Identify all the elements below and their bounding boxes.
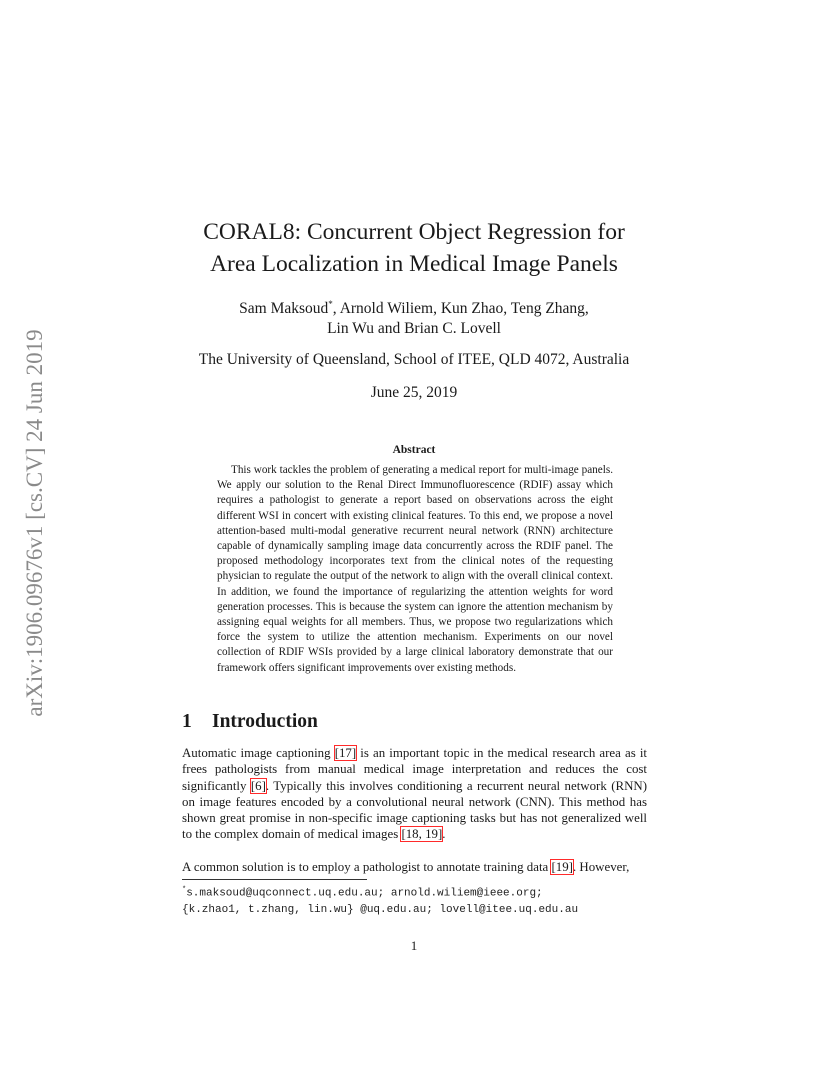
citation-link-17[interactable]: [17] [334, 746, 357, 760]
abstract-heading: Abstract [392, 444, 436, 456]
citation-link-18-19[interactable]: [18, 19] [401, 827, 443, 842]
affiliation: The University of Queensland, School of ITEE, QLD 4072, Australia [198, 351, 630, 368]
email-list-1: s.maksoud@uqconnect.uq.edu.au; arnold.wiliem@ieee.org; [186, 887, 543, 900]
citation-link-19[interactable]: [19] [551, 860, 573, 874]
title-line-1: CORAL8: Concurrent Object Regression for [203, 219, 625, 245]
author-line-2: Lin Wu and Brian C. Lovell [327, 320, 501, 338]
text-run: . However, [572, 860, 630, 874]
footnote-emails [182, 882, 652, 918]
citation-link-6[interactable]: [6] [250, 778, 266, 793]
footnote-marker: * [328, 299, 333, 309]
text-run: A common solution is to employ a pathologist to annotate training data [182, 860, 552, 874]
section-number: 1 [182, 711, 192, 732]
title-line-2: Area Localization in Medical Image Panels [210, 251, 618, 277]
footnote-divider [182, 879, 367, 880]
other-authors: , Arnold Wiliem, Kun Zhao, Teng Zhang, [332, 300, 589, 318]
abstract-body: This work tackles the problem of generating a medical report for multi-image panels. We apply our solution to the Renal Direct Immunofluorescence (RDIF) assay which requires a pathologist to generate a report based on observations across the eight different WSI in concert with existing clinical features. To this end, we propose a novel attention-based multi-modal generative recurrent neural network (RNN) architecture capable of dynamically sampling image data concurrently across the RDIF panel. The proposed methodology incorporates text from the clinical notes of the requesting physician to regulate the output of the network to align with the overall clinical context. In addition, we found the importance of regularizing the attention weights for word generation processes. This is because the system can ignore the attention mechanism by assigning equal weights for all members. Thus, we propose two regularizations which force the system to utilize the attention mechanism. Experiments on our novel collection of RDIF WSIs provided by a large clinical laboratory demonstrate that our framework offers significant improvements over existing methods. [217, 464, 613, 674]
intro-paragraph-2 [182, 859, 647, 875]
text-run: . [442, 827, 446, 842]
publication-date: June 25, 2019 [370, 384, 458, 401]
footnote-line-1 [182, 882, 652, 902]
section-heading-introduction [182, 711, 318, 733]
arxiv-identifier-stamp [20, 288, 50, 758]
arxiv-stamp-text: arXiv:1906.09676v1 [cs.CV] 24 Jun 2019 [22, 329, 47, 717]
author-list [130, 294, 698, 339]
footnote-star: * [182, 886, 187, 894]
paper-title [130, 216, 698, 280]
text-run: . Typically this involves conditioning a recurrent neural network (RNN) on image features encoded by a convolutional neural network (CNN). This method has shown great promise in non-specific image captioning tasks but has not generalized well to the complex domain of medical images [182, 778, 647, 842]
first-author: Sam Maksoud [239, 300, 329, 318]
intro-paragraph-1 [182, 745, 647, 843]
section-title: Introduction [212, 711, 318, 732]
footnote-line-2: {k.zhao1, t.zhang, lin.wu} @uq.edu.au; lovell@itee.uq.edu.au [182, 903, 579, 916]
author-line-1 [130, 294, 698, 319]
text-run: is an important topic in the medical research area as it frees pathologists from manual medical image interpretation and reduces the cost significantly [182, 746, 647, 793]
text-run: Automatic image captioning [182, 746, 335, 760]
page-number: 1 [410, 938, 418, 953]
